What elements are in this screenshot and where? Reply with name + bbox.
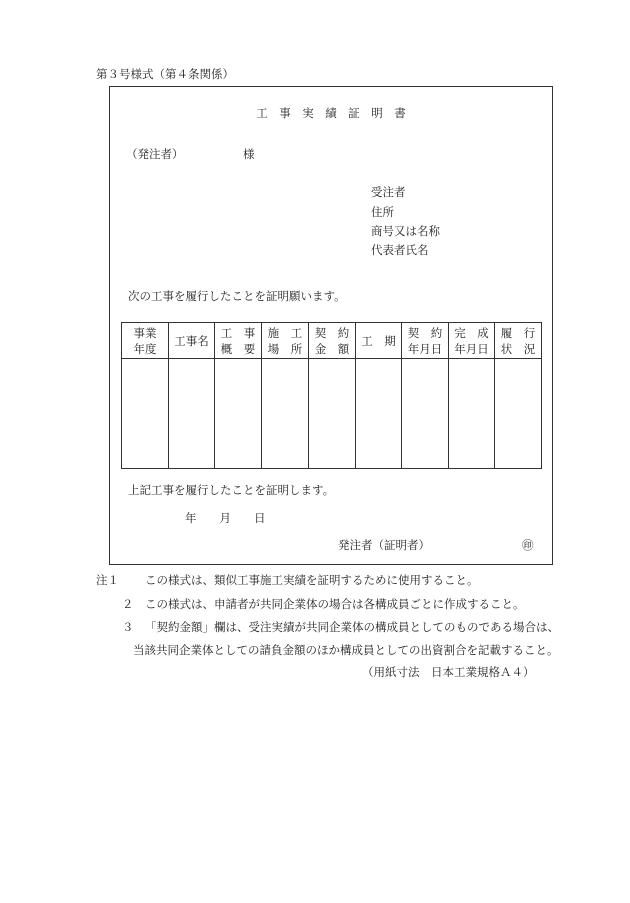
table-body-cell <box>215 359 262 469</box>
table-body-cell <box>309 359 356 469</box>
note-text: この様式は、申請者が共同企業体の場合は各構成員ごとに作成すること。 <box>145 597 525 611</box>
header-line: 契 約 <box>314 325 350 340</box>
header-line: 事業 <box>133 325 157 340</box>
col-project-name <box>169 323 215 359</box>
header-line: 金 額 <box>314 341 350 356</box>
note-text-continuation: 当該共同企業体としての請負金額のほか構成員としての出資割合を記載すること。 <box>133 643 559 657</box>
request-text: 次の工事を履行したことを証明願います。 <box>128 289 346 303</box>
addressee-label: （発注者） <box>126 147 184 161</box>
work-record-table <box>121 322 542 469</box>
note-label: ３ <box>122 620 134 634</box>
col-construction-period <box>356 323 402 359</box>
contractor-heading: 受注者 <box>371 185 406 199</box>
certify-text: 上記工事を履行したことを証明します。 <box>128 483 335 497</box>
col-construction-site <box>262 323 309 359</box>
table-body-cell <box>169 359 215 469</box>
header-line: 状 況 <box>500 341 536 356</box>
table-body-cell <box>495 359 542 469</box>
header-line: 履 行 <box>500 325 536 340</box>
table-header-row <box>122 323 542 359</box>
note-label: ２ <box>122 597 134 611</box>
note-text: この様式は、類似工事施工実績を証明するために使用すること。 <box>145 573 479 587</box>
certificate-frame <box>109 86 553 565</box>
note-label: 注１ <box>96 573 119 587</box>
header-line: 施 工 <box>267 325 303 340</box>
header-line: 工 期 <box>361 333 396 348</box>
header-line: 場 所 <box>267 341 303 356</box>
header-line: 完 成 <box>454 325 489 340</box>
certificate-title: 工 事 実 績 証 明 書 <box>256 106 406 120</box>
col-completion-date <box>449 323 495 359</box>
company-name-label: 商号又は名称 <box>371 224 440 238</box>
table-body-cell <box>356 359 402 469</box>
col-fiscal-year <box>122 323 169 359</box>
header-line: 年月日 <box>454 341 489 356</box>
header-line: 年月日 <box>407 341 443 356</box>
table-body-cell <box>402 359 449 469</box>
note-text: 「契約金額」欄は、受注実績が共同企業体の構成員としてのものである場合は、 <box>145 620 559 634</box>
representative-label: 代表者氏名 <box>371 243 429 257</box>
header-line: 年度 <box>133 341 157 356</box>
address-label: 住所 <box>371 205 394 219</box>
col-project-overview <box>215 323 262 359</box>
honorific: 様 <box>243 147 255 161</box>
table-row <box>122 359 542 469</box>
col-contract-amount <box>309 323 356 359</box>
header-line: 工事名 <box>174 333 209 348</box>
date-line: 年 月 日 <box>185 511 266 525</box>
table-body-cell <box>122 359 169 469</box>
header-line: 概 要 <box>220 341 256 356</box>
col-contract-date <box>402 323 449 359</box>
paper-size-note: （用紙寸法 日本工業規格Ａ４） <box>362 665 535 679</box>
col-performance-status <box>495 323 542 359</box>
header-line: 契 約 <box>407 325 443 340</box>
seal-mark: ㊞ <box>522 538 534 552</box>
form-number-label: 第３号様式（第４条関係） <box>96 67 234 81</box>
certifier-label: 発注者（証明者） <box>338 538 430 552</box>
header-line: 工 事 <box>220 325 256 340</box>
table-body-cell <box>262 359 309 469</box>
table-body-cell <box>449 359 495 469</box>
